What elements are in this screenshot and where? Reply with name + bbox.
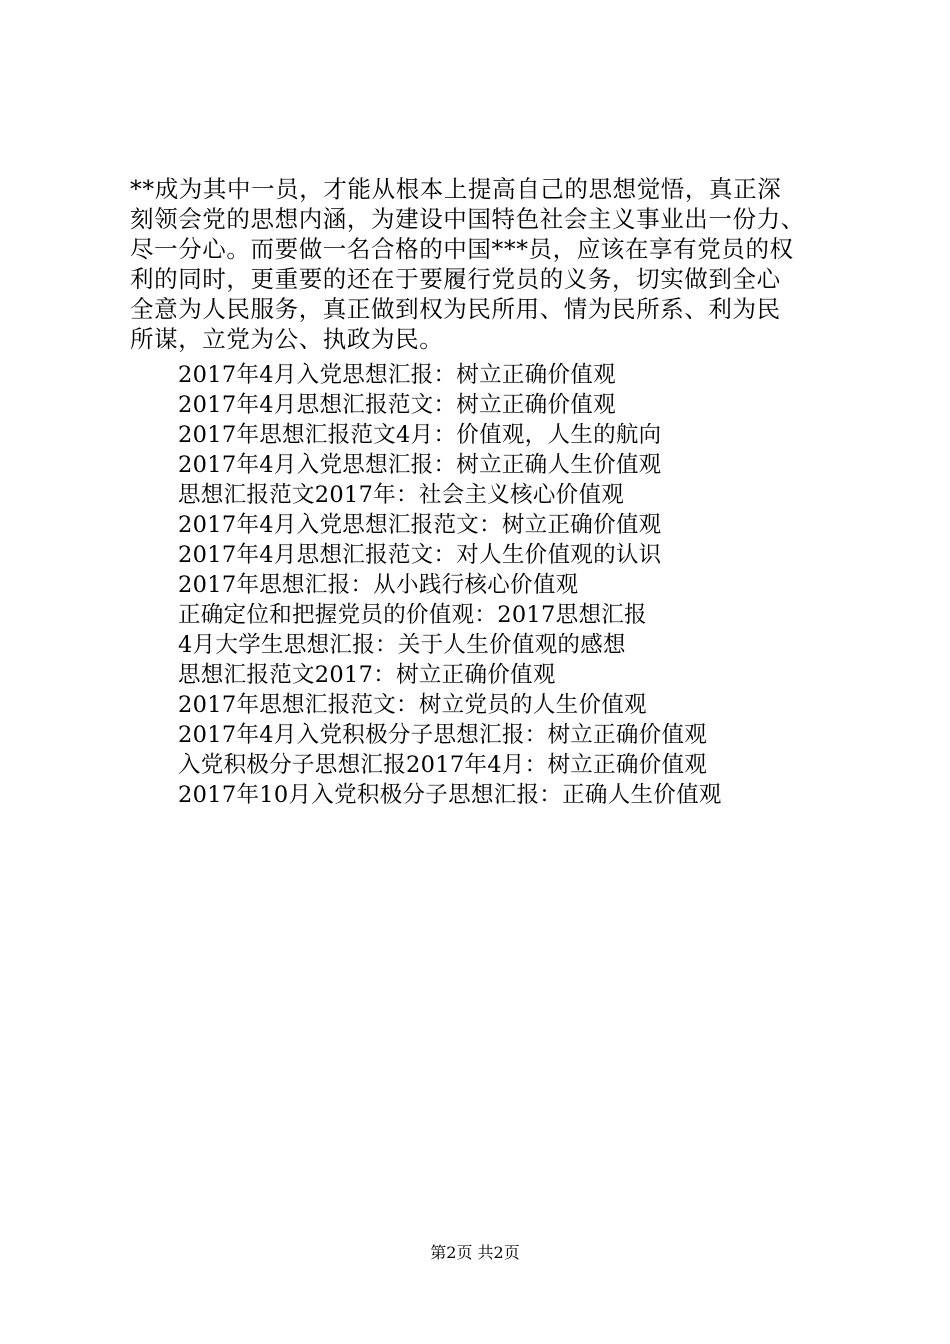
related-article-link[interactable]: 2017年4月思想汇报范文：树立正确价值观	[178, 392, 616, 418]
paragraph-line: 刻领会党的思想内涵，为建设中国特色社会主义事业出一份力、	[130, 205, 805, 233]
related-article-link[interactable]: 思想汇报范文2017：树立正确价值观	[178, 662, 556, 688]
related-article-link[interactable]: 思想汇报范文2017年：社会主义核心价值观	[178, 482, 625, 508]
related-article-link[interactable]: 2017年思想汇报范文4月：价值观，人生的航向	[178, 422, 662, 448]
related-articles-list	[178, 360, 722, 810]
body-paragraph	[130, 174, 850, 354]
paragraph-line: 利的同时，更重要的还在于要履行党员的义务，切实做到全心	[130, 265, 781, 293]
paragraph-line: 尽一分心。而要做一名合格的中国***员，应该在享有党员的权	[130, 235, 794, 263]
related-article-link[interactable]: 2017年思想汇报：从小践行核心价值观	[178, 572, 579, 598]
related-article-link[interactable]: 2017年10月入党积极分子思想汇报：正确人生价值观	[178, 782, 722, 808]
paragraph-line: 全意为人民服务，真正做到权为民所用、情为民所系、利为民	[130, 295, 781, 323]
related-article-link[interactable]: 4月大学生思想汇报：关于人生价值观的感想	[178, 632, 626, 658]
related-article-link[interactable]: 2017年4月入党思想汇报：树立正确价值观	[178, 362, 616, 388]
related-article-link[interactable]: 2017年4月入党思想汇报：树立正确人生价值观	[178, 452, 662, 478]
paragraph-line: **成为其中一员，才能从根本上提高自己的思想觉悟，真正深	[130, 175, 782, 203]
page-number-footer: 第2页 共2页	[430, 1243, 520, 1262]
related-article-link[interactable]: 2017年4月入党积极分子思想汇报：树立正确价值观	[178, 722, 708, 748]
paragraph-line: 所谋，立党为公、执政为民。	[130, 325, 444, 353]
related-article-link[interactable]: 2017年4月入党思想汇报范文：树立正确价值观	[178, 512, 662, 538]
related-article-link[interactable]: 入党积极分子思想汇报2017年4月：树立正确价值观	[178, 752, 708, 778]
related-article-link[interactable]: 正确定位和把握党员的价值观：2017思想汇报	[178, 602, 647, 628]
related-article-link[interactable]: 2017年4月思想汇报范文：对人生价值观的认识	[178, 542, 662, 568]
related-article-link[interactable]: 2017年思想汇报范文：树立党员的人生价值观	[178, 692, 647, 718]
